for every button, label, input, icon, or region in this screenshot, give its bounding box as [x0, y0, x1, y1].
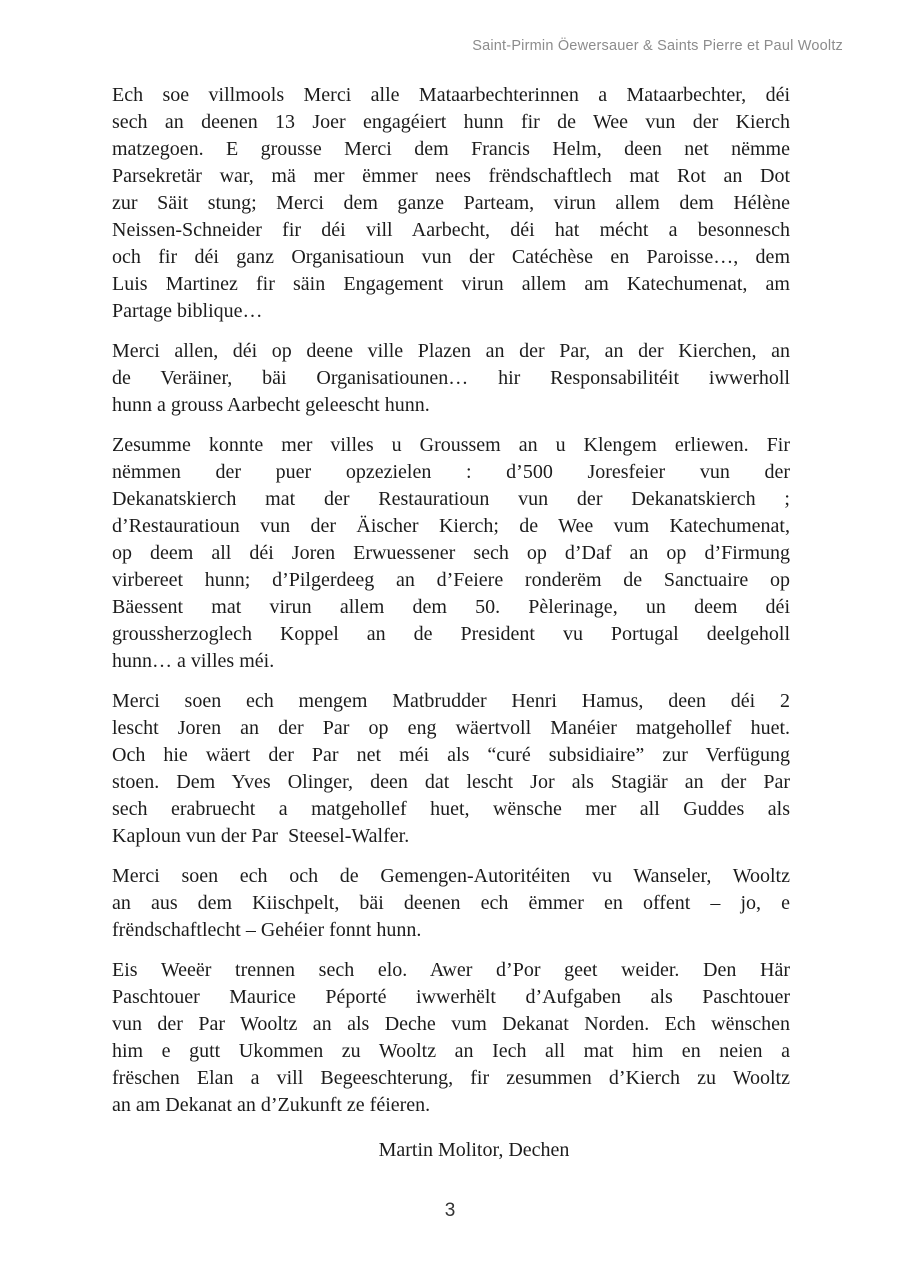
text-line: Och hie wäert der Par net méi als “curé subsidiaire” zur Verfügung — [112, 744, 790, 766]
text-line: vun der Par Wooltz an als Deche vum Dekanat Norden. Ech wënschen — [112, 1013, 790, 1035]
text-line: Neissen-Schneider fir déi vill Aarbecht, déi hat mécht a besonnesch — [112, 219, 790, 241]
text-line: Paschtouer Maurice Péporté iwwerhëlt d’Aufgaben als Paschtouer — [112, 986, 790, 1008]
text-line: an am Dekanat an d’Zukunft ze féieren. — [112, 1094, 431, 1116]
text-line: hunn a grouss Aarbecht geleescht hunn. — [112, 394, 430, 416]
text-line: Ech soe villmools Merci alle Mataarbechterinnen a Mataarbechter, déi — [112, 84, 790, 106]
text-line: Eis Weeër trennen sech elo. Awer d’Por geet weider. Den Här — [112, 959, 790, 981]
text-line: nëmmen der puer opzezielen : d’500 Joresfeier vun der — [112, 461, 790, 483]
text-line: de Veräiner, bäi Organisatiounen… hir Responsabilitéit iwwerholl — [112, 367, 790, 389]
text-line: sech erabruecht a matgehollef huet, wënsche mer all Guddes als — [112, 798, 790, 820]
paragraph — [112, 957, 790, 1119]
text-line: virbereet hunn; d’Pilgerdeeg an d’Feiere ronderëm de Sanctuaire op — [112, 569, 790, 591]
text-line: Parsekretär war, mä mer ëmmer nees frëndschaftlech mat Rot an Dot — [112, 165, 790, 187]
paragraph — [112, 338, 790, 419]
text-line: Bäessent mat virun allem dem 50. Pèlerinage, un deem déi — [112, 596, 790, 618]
text-line: stoen. Dem Yves Olinger, deen dat lescht Jor als Stagiär an der Par — [112, 771, 790, 793]
text-line: Partage biblique… — [112, 300, 263, 322]
text-line: sech an deenen 13 Joer engagéiert hunn fir de Wee vun der Kierch — [112, 111, 790, 133]
text-line: hunn… a villes méi. — [112, 650, 275, 672]
text-line: op deem all déi Joren Erwuessener sech op d’Daf an op d’Firmung — [112, 542, 790, 564]
text-line: zur Säit stung; Merci dem ganze Parteam, virun allem dem Hélène — [112, 192, 790, 214]
signature-line: Martin Molitor, Dechen — [378, 1139, 570, 1161]
text-line: Dekanatskierch mat der Restauratioun vun der Dekanatskierch ; — [112, 488, 790, 510]
text-line: matzegoen. E grousse Merci dem Francis Helm, deen net nëmme — [112, 138, 790, 160]
text-line: lescht Joren an der Par op eng wäertvoll Manéier matgehollef huet. — [112, 717, 790, 739]
text-line: Merci soen ech och de Gemengen-Autoritéiten vu Wanseler, Wooltz — [112, 865, 790, 887]
paragraph — [112, 688, 790, 850]
text-line: d’Restauratioun vun der Äischer Kierch; de Wee vum Katechumenat, — [112, 515, 790, 537]
text-line: him e gutt Ukommen zu Wooltz an Iech all mat him en neien a — [112, 1040, 790, 1062]
running-header: Saint-Pirmin Öewersauer & Saints Pierre et Paul Wooltz — [472, 38, 843, 54]
text-line: Merci soen ech mengem Matbrudder Henri Hamus, deen déi 2 — [112, 690, 790, 712]
document-body — [112, 82, 790, 1119]
text-line: an aus dem Kiischpelt, bäi deenen ech ëmmer en offent – jo, e — [112, 892, 790, 914]
text-line: Zesumme konnte mer villes u Groussem an u Klengem erliewen. Fir — [112, 434, 790, 456]
text-line: frëndschaftlecht – Gehéier fonnt hunn. — [112, 919, 422, 941]
paragraph — [112, 432, 790, 675]
text-line: frëschen Elan a vill Begeeschterung, fir zesummen d’Kierch zu Wooltz — [112, 1067, 790, 1089]
text-line: groussherzoglech Koppel an de President vu Portugal deelgeholl — [112, 623, 790, 645]
page-number: 3 — [444, 1200, 456, 1221]
text-line: Kaploun vun der Par Steesel-Walfer. — [112, 825, 410, 847]
paragraph — [112, 863, 790, 944]
text-line: och fir déi ganz Organisatioun vun der Catéchèse en Paroisse…, dem — [112, 246, 790, 268]
paragraph — [112, 82, 790, 325]
text-line: Luis Martinez fir säin Engagement virun allem am Katechumenat, am — [112, 273, 790, 295]
text-line: Merci allen, déi op deene ville Plazen an der Par, an der Kierchen, an — [112, 340, 790, 362]
